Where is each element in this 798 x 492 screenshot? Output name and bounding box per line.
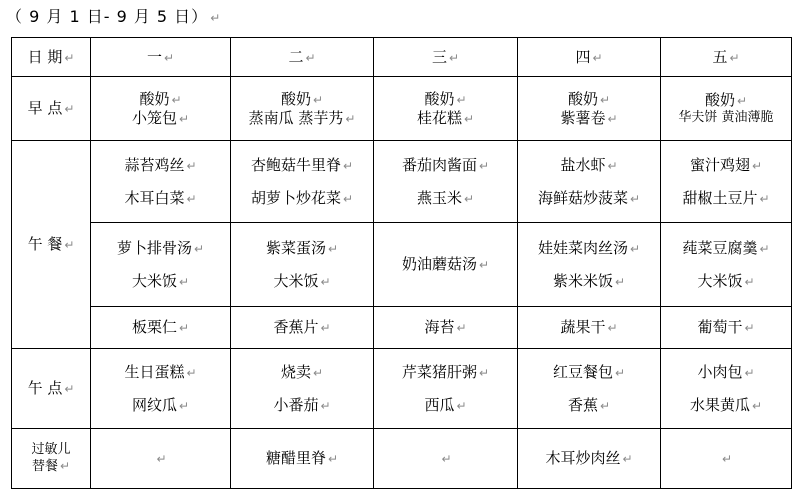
menu-item: 番茄肉酱面 (401, 155, 477, 174)
meal-label: 午 餐 (27, 235, 63, 254)
menu-cell: 蔬果干 ↵ (518, 307, 661, 349)
lunch-row-3 (12, 307, 792, 349)
menu-cell: 葡萄干 ↵ (661, 307, 792, 349)
menu-cell: ↵ (91, 429, 231, 489)
menu-item: 胡萝卜炒花菜 (250, 188, 341, 207)
menu-item: 蜜汁鸡翅 (689, 155, 750, 174)
meal-label-cell: 午 点 ↵ (12, 349, 91, 429)
menu-cell: ↵ (374, 429, 518, 489)
menu-cell: 番茄肉酱面 ↵ 燕玉米 ↵ (374, 141, 518, 223)
meal-label: 替餐 (31, 458, 58, 474)
menu-item: 酸奶 (280, 89, 311, 108)
menu-item: 华夫饼 黄油薄脆 (678, 109, 774, 125)
menu-item: 芹菜猪肝粥 (401, 362, 477, 381)
lunch-row-1 (12, 141, 792, 223)
day-header: 一 ↵ (91, 38, 231, 77)
menu-item: 红豆餐包 (552, 362, 613, 381)
menu-item: 紫菜蛋汤 (265, 238, 326, 257)
menu-item: 萝卜排骨汤 (116, 238, 192, 257)
menu-item: 蒜苔鸡丝 (124, 155, 185, 174)
menu-cell: 紫菜蛋汤 ↵ 大米饭 ↵ (231, 223, 374, 307)
day-header: 五 ↵ (661, 38, 792, 77)
menu-cell: 芹菜猪肝粥 ↵ 西瓜 ↵ (374, 349, 518, 429)
menu-item: 网纹瓜 (131, 395, 177, 414)
weekly-menu-table (11, 37, 792, 489)
menu-item: 酸奶 (139, 89, 170, 108)
menu-item: 酸奶 (567, 89, 598, 108)
menu-cell: 小肉包 ↵ 水果黄瓜 ↵ (661, 349, 792, 429)
menu-item: 燕玉米 (416, 188, 462, 207)
menu-item: 葡萄干 (697, 318, 743, 337)
meal-label-cell: 过敏儿 替餐 ↵ (12, 429, 91, 489)
menu-item: 香蕉 (567, 395, 598, 414)
header-row (12, 38, 792, 77)
menu-cell: 奶油蘑菇汤 ↵ (374, 223, 518, 307)
menu-item: 蒸南瓜 蒸芋艿 (248, 108, 344, 127)
menu-title-text: （ 9 月 1 日- 9 月 5 日） (6, 7, 209, 26)
menu-item: 甜椒土豆片 (682, 188, 758, 207)
header-label-cell: 日 期 ↵ (12, 38, 91, 77)
allergy-row (12, 429, 792, 489)
day-header: 二 ↵ (231, 38, 374, 77)
menu-item: 奶油蘑菇汤 (401, 255, 477, 274)
menu-cell: 烧卖 ↵ 小番茄 ↵ (231, 349, 374, 429)
menu-item: 紫米米饭 (552, 271, 613, 290)
menu-item: 紫薯卷 (560, 108, 606, 127)
menu-cell: 酸奶 ↵ 紫薯卷 ↵ (518, 77, 661, 141)
menu-cell: 酸奶 ↵ 蒸南瓜 蒸芋艿 ↵ (231, 77, 374, 141)
menu-item: 糖醋里脊 (265, 449, 326, 468)
menu-item: 娃娃菜肉丝汤 (537, 238, 628, 257)
menu-item: 大米饭 (131, 271, 177, 290)
meal-label: 午 点 (27, 379, 63, 398)
menu-item: 木耳白菜 (124, 188, 185, 207)
menu-cell: 酸奶 ↵ 桂花糕 ↵ (374, 77, 518, 141)
snack-row (12, 349, 792, 429)
menu-cell: 红豆餐包 ↵ 香蕉 ↵ (518, 349, 661, 429)
menu-cell: 香蕉片 ↵ (231, 307, 374, 349)
menu-item: 水果黄瓜 (689, 395, 750, 414)
menu-cell: 木耳炒肉丝 ↵ (518, 429, 661, 489)
menu-cell: 娃娃菜肉丝汤 ↵ 紫米米饭 ↵ (518, 223, 661, 307)
day-header: 四 ↵ (518, 38, 661, 77)
menu-item: 大米饭 (273, 271, 319, 290)
menu-item: 小笼包 (131, 108, 177, 127)
menu-item: 酸奶 (704, 91, 735, 109)
menu-cell: ↵ (661, 429, 792, 489)
menu-item: 香蕉片 (273, 318, 319, 337)
menu-cell: 酸奶 ↵ 小笼包 ↵ (91, 77, 231, 141)
menu-item: 蔬果干 (560, 318, 606, 337)
menu-cell: 海苔 ↵ (374, 307, 518, 349)
menu-cell: 萝卜排骨汤 ↵ 大米饭 ↵ (91, 223, 231, 307)
return-mark: ↵ (210, 11, 222, 25)
menu-item: 桂花糕 (416, 108, 462, 127)
meal-label-cell: 午 餐 ↵ (12, 141, 91, 349)
breakfast-row (12, 77, 792, 141)
lunch-row-2 (12, 223, 792, 307)
menu-item: 海鲜菇炒菠菜 (537, 188, 628, 207)
menu-item: 小肉包 (697, 362, 743, 381)
menu-item: 酸奶 (424, 89, 455, 108)
meal-label: 早 点 (27, 99, 63, 118)
menu-item: 烧卖 (280, 362, 311, 381)
menu-item: 板栗仁 (131, 318, 177, 337)
menu-cell: 糖醋里脊 ↵ (231, 429, 374, 489)
menu-cell: 板栗仁 ↵ (91, 307, 231, 349)
menu-cell: 蜜汁鸡翅 ↵ 甜椒土豆片 ↵ (661, 141, 792, 223)
menu-item: 盐水虾 (560, 155, 606, 174)
menu-item: 生日蛋糕 (124, 362, 185, 381)
menu-item: 小番茄 (273, 395, 319, 414)
day-header: 三 ↵ (374, 38, 518, 77)
menu-cell: 盐水虾 ↵ 海鲜菇炒菠菜 ↵ (518, 141, 661, 223)
meal-label: 过敏儿 (31, 442, 71, 458)
menu-item: 杏鲍菇牛里脊 (250, 155, 341, 174)
menu-cell: 蒜苔鸡丝 ↵ 木耳白菜 ↵ (91, 141, 231, 223)
menu-cell: 杏鲍菇牛里脊 ↵ 胡萝卜炒花菜 ↵ (231, 141, 374, 223)
menu-cell: 生日蛋糕 ↵ 网纹瓜 ↵ (91, 349, 231, 429)
menu-item: 莼菜豆腐羹 (682, 238, 758, 257)
header-label: 日 期 (27, 47, 63, 66)
menu-item: 木耳炒肉丝 (545, 449, 621, 468)
meal-label-cell: 早 点 ↵ (12, 77, 91, 141)
menu-cell: 莼菜豆腐羹 ↵ 大米饭 ↵ (661, 223, 792, 307)
menu-item: 西瓜 (424, 395, 455, 414)
menu-item: 大米饭 (697, 271, 743, 290)
menu-cell: 酸奶 ↵ 华夫饼 黄油薄脆 (661, 77, 792, 141)
menu-item: 海苔 (424, 318, 455, 337)
menu-title (6, 4, 221, 27)
